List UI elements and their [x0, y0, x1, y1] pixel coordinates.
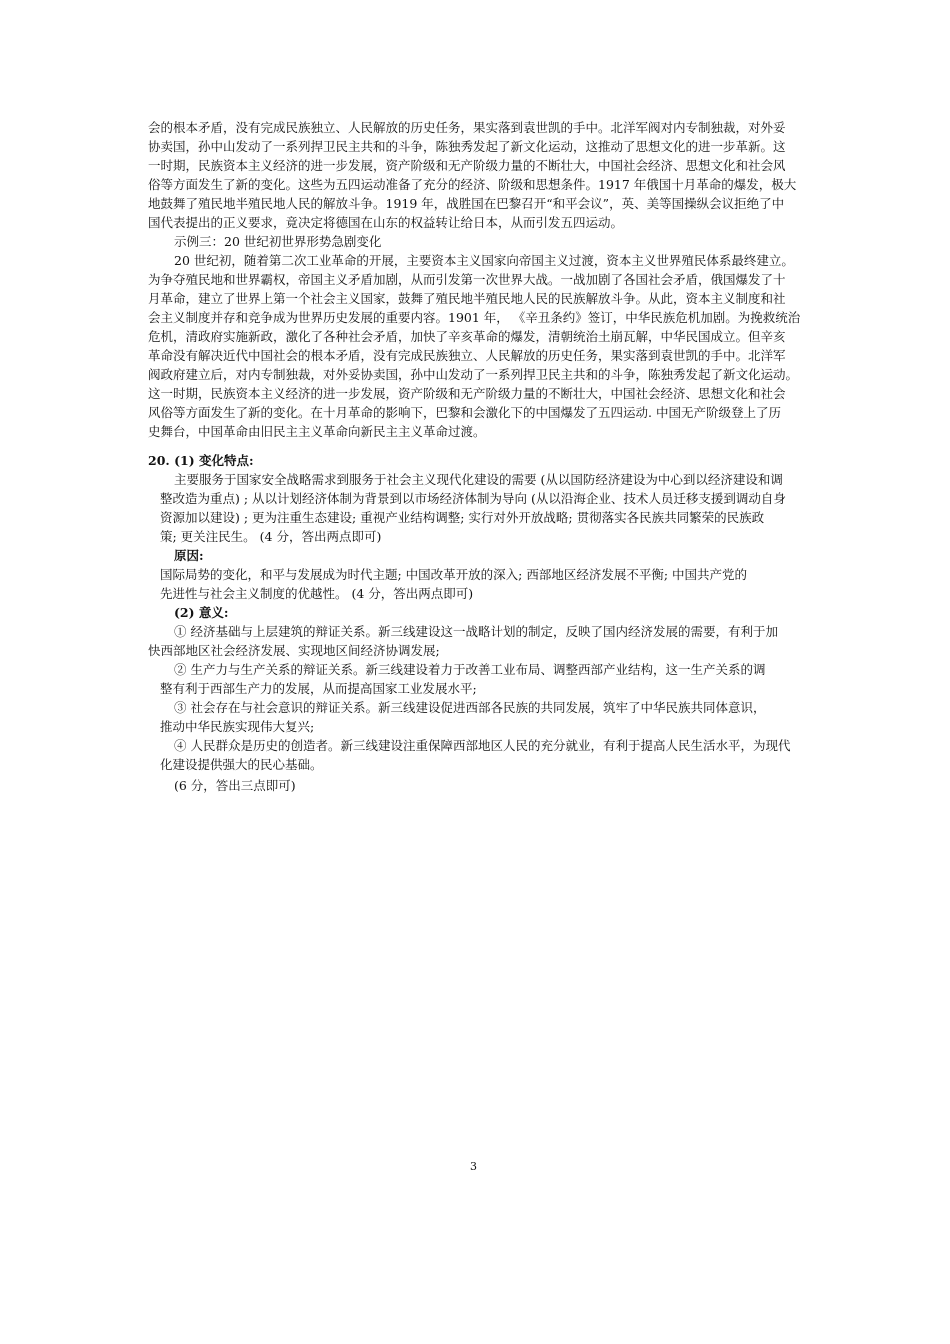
feature-line: 资源加以建设) ; 更为注重生态建设; 重视产业结构调整; 实行对外开放战略; 贯彻落实各民族共同繁荣的民族政 [160, 510, 765, 525]
meaning-line: ④ 人民群众是历史的创造者。新三线建设注重保障西部地区人民的充分就业，有利于提高人民生活水平，为现代 [174, 738, 791, 753]
meaning-line: ① 经济基础与上层建筑的辩证关系。新三线建设这一战略计划的制定，反映了国内经济发展的需要，有利于加 [174, 624, 778, 639]
reason-line: 先进性与社会主义制度的优越性。 (4 分，答出两点即可) [160, 586, 474, 601]
passage2-line: 为争夺殖民地和世界霸权，帝国主义矛盾加剧，从而引发第一次世界大战。一战加剧了各国社会矛盾，俄国爆发了十 [148, 272, 786, 287]
q20-heading: 20. (1) 变化特点: [148, 453, 254, 468]
passage2-line: 史舞台，中国革命由旧民主主义革命向新民主主义革命过渡。 [148, 424, 486, 439]
feature-line: 整改造为重点) ; 从以计划经济体制为背景到以市场经济体制为导向 (从以沿海企业、技术人员迁移支援到调动自身 [160, 491, 786, 506]
meaning-line: ③ 社会存在与社会意识的辩证关系。新三线建设促进西部各民族的共同发展，筑牢了中华民族共同体意识， [174, 700, 766, 715]
passage2-line: 风俗等方面发生了新的变化。在十月革命的影响下，巴黎和会激化下的中国爆发了五四运动. 中国无产阶级登上了历 [148, 405, 781, 420]
meaning-line: ② 生产力与生产关系的辩证关系。新三线建设着力于改善工业布局、调整西部产业结构，这一生产关系的调 [174, 662, 766, 677]
passage1-line: 协卖国，孙中山发动了一系列捍卫民主共和的斗争，陈独秀发起了新文化运动，这推动了思想文化的进一步革新。这 [148, 139, 786, 154]
passage2-line: 阀政府建立后，对内专制独裁，对外妥协卖国，孙中山发动了一系列捍卫民主共和的斗争，陈独秀发起了新文化运动。 [148, 367, 799, 382]
meaning-line: 推动中华民族实现伟大复兴; [160, 719, 315, 734]
page-number: 3 [470, 1160, 477, 1173]
passage1-line: 一时期，民族资本主义经济的进一步发展，资产阶级和无产阶级力量的不断壮大，中国社会经济、思想文化和社会风 [148, 158, 786, 173]
passage1-line: 地鼓舞了殖民地半殖民地人民的解放斗争。1919 年，战胜国在巴黎召开“和平会议”，英、美等国操纵会议拒绝了中 [148, 196, 785, 211]
feature-line: 策; 更关注民生。 (4 分，答出两点即可) [160, 529, 382, 544]
passage2-line: 月革命，建立了世界上第一个社会主义国家，鼓舞了殖民地半殖民地人民的民族解放斗争。从此，资本主义制度和社 [148, 291, 786, 306]
meaning-line: 整有利于西部生产力的发展，从而提高国家工业发展水平; [160, 681, 477, 696]
feature-line: 主要服务于国家安全战略需求到服务于社会主义现代化建设的需要 (从以国防经济建设为中心到以经济建设和调 [174, 472, 783, 487]
score-note: (6 分，答出三点即可) [174, 778, 296, 793]
meaning-line: 快西部地区社会经济发展、实现地区间经济协调发展; [148, 643, 440, 658]
passage1-line: 国代表提出的正义要求，竟决定将德国在山东的权益转让给日本，从而引发五四运动。 [148, 215, 624, 230]
passage2-line: 这一时期，民族资本主义经济的进一步发展，资产阶级和无产阶级力量的不断壮大，中国社会经济、思想文化和社会 [148, 386, 786, 401]
reason-line: 国际局势的变化，和平与发展成为时代主题; 中国改革开放的深入; 西部地区经济发展不平衡; 中国共产党的 [160, 567, 748, 582]
passage2-line: 危机，清政府实施新政，激化了各种社会矛盾，加快了辛亥革命的爆发，清朝统治土崩瓦解，中华民国成立。但辛亥 [148, 329, 786, 344]
passage2-line: 革命没有解决近代中国社会的根本矛盾，没有完成民族独立、人民解放的历史任务，果实落到袁世凯的手中。北洋军 [148, 348, 786, 363]
passage2-line: 会主义制度并存和竞争成为世界历史发展的重要内容。1901 年， 《辛丑条约》签订，中华民族危机加剧。为挽救统治 [148, 310, 801, 325]
meaning-heading: (2) 意义: [174, 605, 229, 620]
passage1-line: 会的根本矛盾，没有完成民族独立、人民解放的历史任务，果实落到袁世凯的手中。北洋军阀对内专制独裁，对外妥 [148, 120, 786, 135]
reason-heading: 原因: [174, 548, 204, 563]
example3-title: 示例三：20 世纪初世界形势急剧变化 [174, 234, 382, 249]
passage1-line: 俗等方面发生了新的变化。这些为五四运动准备了充分的经济、阶级和思想条件。1917 年俄国十月革命的爆发，极大 [148, 177, 797, 192]
passage2-line: 20 世纪初，随着第二次工业革命的开展，主要资本主义国家向帝国主义过渡，资本主义世界殖民体系最终建立。 [174, 253, 794, 268]
meaning-line: 化建设提供强大的民心基础。 [160, 757, 323, 772]
